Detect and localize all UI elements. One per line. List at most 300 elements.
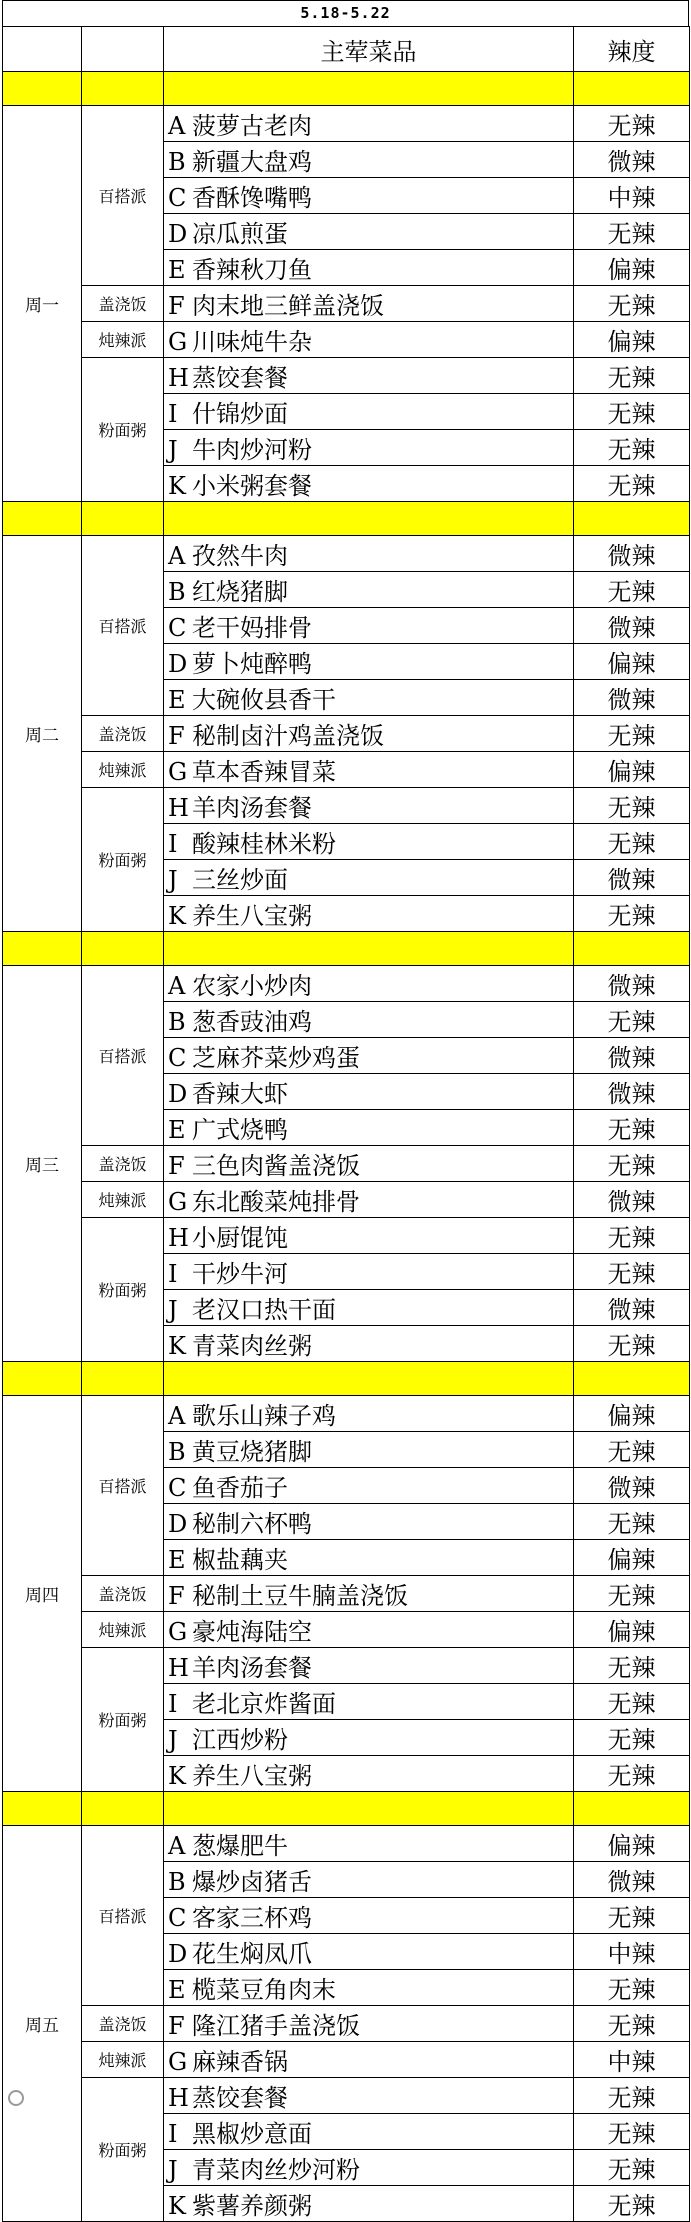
dish-code: K — [168, 472, 186, 500]
spice-level: 无辣 — [574, 1146, 690, 1182]
category-label: 盖浇饭 — [82, 286, 164, 322]
dish-name: 榄菜豆角肉末 — [192, 1976, 336, 2004]
dish-cell — [164, 1862, 574, 1898]
header-spice: 辣度 — [574, 27, 690, 72]
spice-level: 无辣 — [574, 286, 690, 322]
separator-cell — [164, 932, 574, 966]
day-label: 周二 — [3, 536, 82, 932]
header-category — [82, 27, 164, 72]
day-label: 周三 — [3, 966, 82, 1362]
spice-level: 无辣 — [574, 572, 690, 608]
spice-level: 微辣 — [574, 860, 690, 896]
day-label: 周四 — [3, 1396, 82, 1792]
dish-name: 蒸饺套餐 — [192, 2084, 288, 2112]
dish-cell — [164, 2006, 574, 2042]
dish-name: 葱爆肥牛 — [192, 1832, 288, 1860]
spice-level: 无辣 — [574, 2006, 690, 2042]
menu-row — [3, 1396, 690, 1432]
header-dish: 主荤菜品 — [164, 27, 574, 72]
dish-name: 蒸饺套餐 — [192, 364, 288, 392]
separator-cell — [3, 1792, 82, 1826]
dish-name: 葱香豉油鸡 — [192, 1008, 312, 1036]
dish-cell — [164, 752, 574, 788]
menu-table-body — [3, 27, 690, 2222]
dish-code: H — [168, 1224, 189, 1252]
separator-cell — [3, 932, 82, 966]
menu-row — [3, 1648, 690, 1684]
spice-level: 无辣 — [574, 1576, 690, 1612]
dish-cell — [164, 2186, 574, 2222]
dish-code: G — [168, 1618, 188, 1646]
dish-cell — [164, 1898, 574, 1934]
spice-level: 偏辣 — [574, 322, 690, 358]
spice-level: 无辣 — [574, 1432, 690, 1468]
spice-level: 无辣 — [574, 1254, 690, 1290]
spice-level: 无辣 — [574, 824, 690, 860]
separator-cell — [164, 1362, 574, 1396]
spice-level: 无辣 — [574, 214, 690, 250]
dish-cell — [164, 1612, 574, 1648]
spice-level: 偏辣 — [574, 250, 690, 286]
spice-level: 微辣 — [574, 1468, 690, 1504]
dish-code: K — [168, 2192, 186, 2220]
dish-cell — [164, 2114, 574, 2150]
category-label: 盖浇饭 — [82, 1146, 164, 1182]
category-label: 百搭派 — [82, 966, 164, 1146]
dish-code: J — [168, 1296, 178, 1324]
dish-cell — [164, 1970, 574, 2006]
separator-cell — [82, 1792, 164, 1826]
dish-cell — [164, 2078, 574, 2114]
dish-code: A — [168, 542, 186, 570]
spice-level: 无辣 — [574, 358, 690, 394]
dish-name: 农家小炒肉 — [192, 972, 312, 1000]
dish-code: G — [168, 1188, 188, 1216]
dish-name: 香辣大虾 — [192, 1080, 288, 1108]
dish-cell — [164, 1182, 574, 1218]
dish-code: C — [168, 1474, 187, 1502]
spice-level: 微辣 — [574, 1182, 690, 1218]
dish-cell — [164, 214, 574, 250]
dish-name: 羊肉汤套餐 — [192, 794, 312, 822]
spice-level: 无辣 — [574, 1756, 690, 1792]
dish-name: 干炒牛河 — [192, 1260, 288, 1288]
dish-name: 肉末地三鲜盖浇饭 — [192, 292, 384, 320]
category-label: 粉面粥 — [82, 788, 164, 932]
dish-code: D — [168, 1080, 188, 1108]
dish-name: 三色肉酱盖浇饭 — [192, 1152, 360, 1180]
dish-cell — [164, 716, 574, 752]
spice-level: 无辣 — [574, 716, 690, 752]
dish-code: C — [168, 1904, 187, 1932]
dish-cell — [164, 1756, 574, 1792]
separator-row — [3, 502, 690, 536]
separator-cell — [3, 72, 82, 106]
dish-code: J — [168, 2156, 178, 2184]
spice-level: 偏辣 — [574, 644, 690, 680]
dish-code: C — [168, 184, 187, 212]
category-label: 百搭派 — [82, 1396, 164, 1576]
spice-level: 无辣 — [574, 2114, 690, 2150]
spice-level: 微辣 — [574, 1290, 690, 1326]
day-label: 周五 — [3, 1826, 82, 2222]
menu-row — [3, 752, 690, 788]
dish-code: E — [168, 1116, 186, 1144]
dish-code: K — [168, 1762, 186, 1790]
dish-name: 江西炒粉 — [192, 1726, 288, 1754]
dish-code: G — [168, 2048, 188, 2076]
spice-level: 无辣 — [574, 1002, 690, 1038]
date-range: 5.18-5.22 — [2, 0, 689, 26]
separator-cell — [82, 72, 164, 106]
spice-level: 偏辣 — [574, 1540, 690, 1576]
category-label: 粉面粥 — [82, 1648, 164, 1792]
spice-level: 微辣 — [574, 142, 690, 178]
dish-name: 青菜肉丝粥 — [192, 1332, 312, 1360]
dish-code: B — [168, 148, 186, 176]
category-label: 炖辣派 — [82, 1612, 164, 1648]
spice-level: 无辣 — [574, 1110, 690, 1146]
dish-name: 草本香辣冒菜 — [192, 758, 336, 786]
dish-code: A — [168, 1832, 186, 1860]
category-label: 粉面粥 — [82, 2078, 164, 2222]
watermark — [8, 2087, 94, 2109]
dish-name: 香辣秋刀鱼 — [192, 256, 312, 284]
menu-row — [3, 1576, 690, 1612]
separator-row — [3, 932, 690, 966]
menu-row — [3, 788, 690, 824]
separator-cell — [164, 1792, 574, 1826]
dish-cell — [164, 680, 574, 716]
menu-table — [2, 26, 690, 2222]
spice-level: 无辣 — [574, 1648, 690, 1684]
dish-code: B — [168, 1008, 186, 1036]
dish-name: 广式烧鸭 — [192, 1116, 288, 1144]
dish-name: 秘制卤汁鸡盖浇饭 — [192, 722, 384, 750]
dish-code: I — [168, 1260, 178, 1288]
dish-cell — [164, 1218, 574, 1254]
dish-cell — [164, 860, 574, 896]
spice-level: 无辣 — [574, 1684, 690, 1720]
category-label: 百搭派 — [82, 106, 164, 286]
menu-row — [3, 106, 690, 142]
spice-level: 无辣 — [574, 1720, 690, 1756]
menu-row — [3, 358, 690, 394]
dish-code: K — [168, 1332, 186, 1360]
dish-name: 香酥馋嘴鸭 — [192, 184, 312, 212]
dish-code: H — [168, 1654, 189, 1682]
spice-level: 偏辣 — [574, 1396, 690, 1432]
category-label: 粉面粥 — [82, 358, 164, 502]
dish-cell — [164, 824, 574, 860]
header-row — [3, 27, 690, 72]
dish-cell — [164, 1326, 574, 1362]
dish-cell — [164, 1720, 574, 1756]
menu-row — [3, 2078, 690, 2114]
dish-code: F — [168, 2012, 185, 2040]
category-label: 百搭派 — [82, 536, 164, 716]
dish-name: 大碗攸县香干 — [192, 686, 336, 714]
spice-level: 中辣 — [574, 2042, 690, 2078]
dish-name: 黑椒炒意面 — [192, 2120, 312, 2148]
dish-code: F — [168, 722, 185, 750]
dish-name: 萝卜炖醉鸭 — [192, 650, 312, 678]
separator-cell — [574, 502, 690, 536]
separator-cell — [574, 1362, 690, 1396]
separator-cell — [164, 502, 574, 536]
menu-row — [3, 536, 690, 572]
dish-cell — [164, 1648, 574, 1684]
dish-cell — [164, 286, 574, 322]
dish-code: D — [168, 1940, 188, 1968]
separator-cell — [82, 1362, 164, 1396]
menu-row — [3, 286, 690, 322]
dish-cell — [164, 2150, 574, 2186]
category-label: 炖辣派 — [82, 752, 164, 788]
dish-code: J — [168, 1726, 178, 1754]
spice-level: 无辣 — [574, 2078, 690, 2114]
dish-code: B — [168, 578, 186, 606]
dish-cell — [164, 1576, 574, 1612]
dish-code: D — [168, 1510, 188, 1538]
dish-name: 客家三杯鸡 — [192, 1904, 312, 1932]
dish-name: 新疆大盘鸡 — [192, 148, 312, 176]
spice-level: 微辣 — [574, 680, 690, 716]
dish-name: 紫薯养颜粥 — [192, 2192, 312, 2220]
dish-code: E — [168, 1546, 186, 1574]
separator-cell — [3, 502, 82, 536]
dish-name: 小厨馄饨 — [192, 1224, 288, 1252]
dish-name: 黄豆烧猪脚 — [192, 1438, 312, 1466]
separator-cell — [3, 1362, 82, 1396]
dish-code: H — [168, 364, 189, 392]
dish-name: 养生八宝粥 — [192, 1762, 312, 1790]
dish-code: F — [168, 1582, 185, 1610]
dish-cell — [164, 1038, 574, 1074]
menu-row — [3, 322, 690, 358]
dish-cell — [164, 178, 574, 214]
dish-name: 养生八宝粥 — [192, 902, 312, 930]
dish-name: 孜然牛肉 — [192, 542, 288, 570]
dish-cell — [164, 788, 574, 824]
spice-level: 偏辣 — [574, 1612, 690, 1648]
category-label: 盖浇饭 — [82, 716, 164, 752]
category-label: 炖辣派 — [82, 1182, 164, 1218]
separator-cell — [82, 502, 164, 536]
dish-name: 什锦炒面 — [192, 400, 288, 428]
spice-level: 微辣 — [574, 966, 690, 1002]
dish-code: B — [168, 1438, 186, 1466]
dish-name: 麻辣香锅 — [192, 2048, 288, 2076]
dish-name: 三丝炒面 — [192, 866, 288, 894]
spice-level: 无辣 — [574, 106, 690, 142]
spice-level: 无辣 — [574, 466, 690, 502]
dish-code: E — [168, 1976, 186, 2004]
dish-name: 青菜肉丝炒河粉 — [192, 2156, 360, 2184]
dish-cell — [164, 536, 574, 572]
dish-name: 爆炒卤猪舌 — [192, 1868, 312, 1896]
dish-code: G — [168, 328, 188, 356]
menu-row — [3, 2006, 690, 2042]
dish-name: 老干妈排骨 — [192, 614, 312, 642]
dish-cell — [164, 394, 574, 430]
spice-level: 无辣 — [574, 1970, 690, 2006]
menu-row — [3, 1826, 690, 1862]
menu-row — [3, 1612, 690, 1648]
spice-level: 微辣 — [574, 1038, 690, 1074]
day-label: 周一 — [3, 106, 82, 502]
dish-cell — [164, 1934, 574, 1970]
dish-cell — [164, 106, 574, 142]
dish-code: C — [168, 1044, 187, 1072]
weibo-logo-icon — [8, 2090, 24, 2106]
dish-code: K — [168, 902, 186, 930]
spice-level: 无辣 — [574, 1504, 690, 1540]
menu-row — [3, 2042, 690, 2078]
dish-name: 牛肉炒河粉 — [192, 436, 312, 464]
dish-cell — [164, 1684, 574, 1720]
dish-cell — [164, 1002, 574, 1038]
category-label: 粉面粥 — [82, 1218, 164, 1362]
dish-name: 芝麻芥菜炒鸡蛋 — [192, 1044, 360, 1072]
category-label: 盖浇饭 — [82, 1576, 164, 1612]
spice-level: 无辣 — [574, 2186, 690, 2222]
dish-cell — [164, 2042, 574, 2078]
dish-code: E — [168, 686, 186, 714]
dish-cell — [164, 1110, 574, 1146]
spice-level: 无辣 — [574, 430, 690, 466]
header-day — [3, 27, 82, 72]
dish-cell — [164, 466, 574, 502]
separator-row — [3, 1792, 690, 1826]
separator-cell — [574, 1792, 690, 1826]
category-label: 盖浇饭 — [82, 2006, 164, 2042]
dish-name: 秘制土豆牛腩盖浇饭 — [192, 1582, 408, 1610]
dish-cell — [164, 1432, 574, 1468]
spice-level: 无辣 — [574, 394, 690, 430]
dish-cell — [164, 358, 574, 394]
menu-sheet — [2, 0, 689, 2222]
category-label: 炖辣派 — [82, 2042, 164, 2078]
dish-code: D — [168, 650, 188, 678]
spice-level: 微辣 — [574, 1862, 690, 1898]
category-label: 炖辣派 — [82, 322, 164, 358]
dish-cell — [164, 1146, 574, 1182]
dish-name: 椒盐藕夹 — [192, 1546, 288, 1574]
dish-cell — [164, 250, 574, 286]
spice-level: 微辣 — [574, 536, 690, 572]
dish-name: 豪炖海陆空 — [192, 1618, 312, 1646]
dish-name: 隆江猪手盖浇饭 — [192, 2012, 360, 2040]
dish-cell — [164, 1254, 574, 1290]
separator-cell — [574, 932, 690, 966]
dish-code: F — [168, 292, 185, 320]
dish-code: H — [168, 2084, 189, 2112]
dish-code: E — [168, 256, 186, 284]
dish-code: C — [168, 614, 187, 642]
dish-code: J — [168, 436, 178, 464]
menu-row — [3, 716, 690, 752]
dish-name: 东北酸菜炖排骨 — [192, 1188, 360, 1216]
dish-cell — [164, 1290, 574, 1326]
spice-level: 微辣 — [574, 608, 690, 644]
dish-code: I — [168, 830, 178, 858]
spice-level: 偏辣 — [574, 1826, 690, 1862]
dish-cell — [164, 430, 574, 466]
dish-name: 歌乐山辣子鸡 — [192, 1402, 336, 1430]
dish-name: 川味炖牛杂 — [192, 328, 312, 356]
separator-cell — [82, 932, 164, 966]
dish-code: A — [168, 972, 186, 1000]
spice-level: 微辣 — [574, 1074, 690, 1110]
dish-code: H — [168, 794, 189, 822]
dish-code: I — [168, 2120, 178, 2148]
spice-level: 无辣 — [574, 1218, 690, 1254]
dish-cell — [164, 1540, 574, 1576]
separator-cell — [164, 72, 574, 106]
dish-cell — [164, 1468, 574, 1504]
spice-level: 无辣 — [574, 2150, 690, 2186]
category-label: 百搭派 — [82, 1826, 164, 2006]
dish-name: 小米粥套餐 — [192, 472, 312, 500]
dish-code: A — [168, 112, 186, 140]
dish-cell — [164, 896, 574, 932]
spice-level: 中辣 — [574, 178, 690, 214]
menu-row — [3, 966, 690, 1002]
menu-row — [3, 1218, 690, 1254]
menu-row — [3, 1182, 690, 1218]
separator-cell — [574, 72, 690, 106]
separator-row — [3, 72, 690, 106]
dish-code: A — [168, 1402, 186, 1430]
spice-level: 无辣 — [574, 896, 690, 932]
dish-name: 鱼香茄子 — [192, 1474, 288, 1502]
dish-cell — [164, 322, 574, 358]
dish-cell — [164, 1074, 574, 1110]
spice-level: 偏辣 — [574, 752, 690, 788]
dish-name: 老北京炸酱面 — [192, 1690, 336, 1718]
dish-code: B — [168, 1868, 186, 1896]
dish-cell — [164, 1396, 574, 1432]
dish-cell — [164, 142, 574, 178]
dish-name: 凉瓜煎蛋 — [192, 220, 288, 248]
dish-cell — [164, 1504, 574, 1540]
dish-code: D — [168, 220, 188, 248]
dish-code: G — [168, 758, 188, 786]
dish-cell — [164, 966, 574, 1002]
dish-cell — [164, 572, 574, 608]
dish-code: I — [168, 400, 178, 428]
dish-name: 红烧猪脚 — [192, 578, 288, 606]
spice-level: 无辣 — [574, 1898, 690, 1934]
dish-code: J — [168, 866, 178, 894]
dish-name: 羊肉汤套餐 — [192, 1654, 312, 1682]
spice-level: 无辣 — [574, 788, 690, 824]
dish-cell — [164, 1826, 574, 1862]
dish-name: 老汉口热干面 — [192, 1296, 336, 1324]
dish-name: 花生焖凤爪 — [192, 1940, 312, 1968]
dish-cell — [164, 644, 574, 680]
dish-code: F — [168, 1152, 185, 1180]
dish-name: 秘制六杯鸭 — [192, 1510, 312, 1538]
dish-name: 菠萝古老肉 — [192, 112, 312, 140]
dish-code: I — [168, 1690, 178, 1718]
dish-name: 酸辣桂林米粉 — [192, 830, 336, 858]
menu-row — [3, 1146, 690, 1182]
spice-level: 无辣 — [574, 1326, 690, 1362]
separator-row — [3, 1362, 690, 1396]
spice-level: 中辣 — [574, 1934, 690, 1970]
